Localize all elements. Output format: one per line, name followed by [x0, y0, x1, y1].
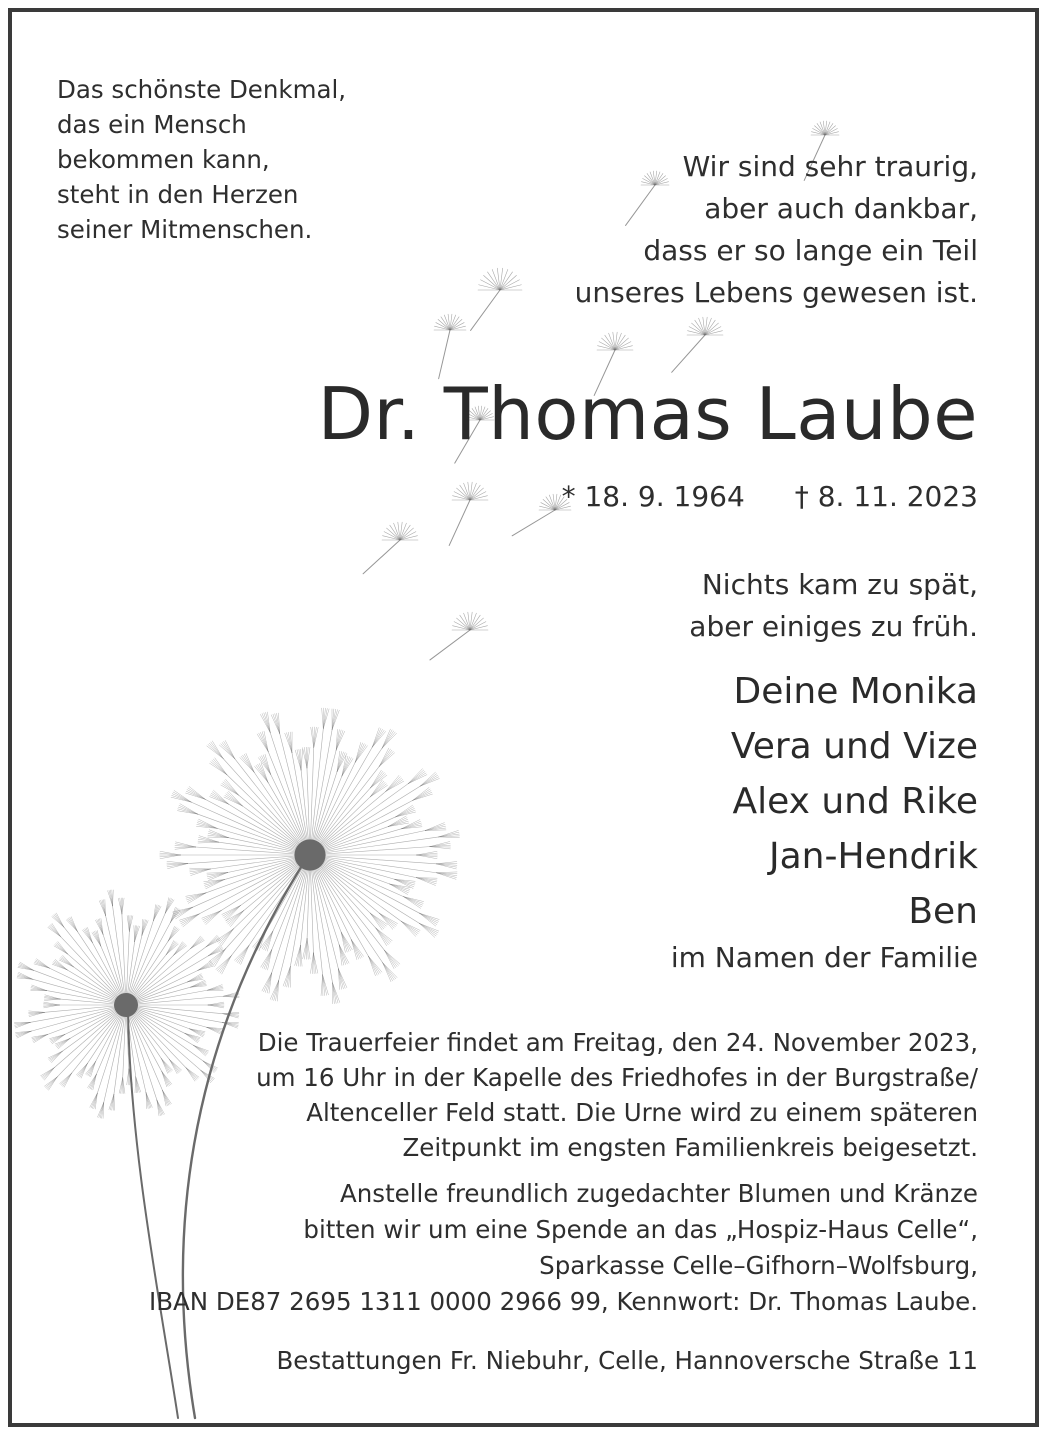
opening-quote-line: steht in den Herzen	[57, 180, 299, 209]
ceremony-details	[256, 1025, 978, 1165]
grief-statement-line: Wir sind sehr traurig,	[682, 150, 978, 183]
grief-statement-line: dass er so lange ein Teil	[643, 234, 978, 267]
donation-line: bitten wir um eine Spende an das „Hospiz-Haus Celle“,	[303, 1215, 978, 1244]
mourner-name: Vera und Vize	[730, 726, 978, 767]
opening-quote-line: seiner Mitmenschen.	[57, 215, 313, 244]
undertaker-info: Bestattungen Fr. Niebuhr, Celle, Hannoversche Straße 11	[276, 1346, 978, 1375]
death-date: † 8. 11. 2023	[794, 480, 978, 513]
dandelion-head-small	[14, 890, 239, 1118]
saying	[689, 564, 978, 648]
mourner-name: Deine Monika	[733, 671, 978, 712]
flying-seed-icon	[430, 612, 488, 660]
ceremony-line: um 16 Uhr in der Kapelle des Friedhofes in der Burgstraße/	[256, 1063, 978, 1092]
ceremony-line: Altenceller Feld statt. Die Urne wird zu einem späteren	[306, 1098, 978, 1127]
grief-statement	[575, 146, 978, 314]
opening-quote-line: Das schönste Denkmal,	[57, 75, 347, 104]
donation-request	[149, 1176, 978, 1320]
donation-line: IBAN DE87 2695 1311 0000 2966 99, Kennwort: Dr. Thomas Laube.	[148, 1287, 978, 1316]
mourners-list	[731, 664, 978, 939]
saying-line: Nichts kam zu spät,	[701, 568, 978, 601]
ceremony-line: Die Trauerfeier findet am Freitag, den 24. November 2023,	[257, 1028, 978, 1057]
saying-line: aber einiges zu früh.	[689, 610, 978, 643]
flying-seed-icon	[672, 317, 723, 372]
donation-line: Anstelle freundlich zugedachter Blumen und Kränze	[340, 1179, 978, 1208]
opening-quote-line: bekommen kann,	[57, 145, 270, 174]
flying-seed-icon	[449, 482, 488, 545]
mourner-name: Jan-Hendrik	[768, 836, 978, 877]
mourner-name: Alex und Rike	[732, 781, 978, 822]
mourner-name: Ben	[908, 891, 978, 932]
life-dates	[562, 477, 978, 517]
opening-quote	[57, 72, 346, 247]
grief-statement-line: aber auch dankbar,	[704, 192, 978, 225]
donation-line: Sparkasse Celle–Gifhorn–Wolfsburg,	[539, 1251, 978, 1280]
dandelion-head-large	[160, 708, 460, 1004]
opening-quote-line: das ein Mensch	[57, 110, 247, 139]
grief-statement-line: unseres Lebens gewesen ist.	[574, 276, 978, 309]
deceased-name: Dr. Thomas Laube	[317, 372, 978, 456]
flying-seed-icon	[363, 522, 418, 574]
flying-seed-icon	[471, 268, 522, 330]
birth-date: * 18. 9. 1964	[561, 480, 745, 513]
family-note: im Namen der Familie	[670, 941, 978, 974]
ceremony-line: Zeitpunkt im engsten Familienkreis beigesetzt.	[402, 1133, 978, 1162]
